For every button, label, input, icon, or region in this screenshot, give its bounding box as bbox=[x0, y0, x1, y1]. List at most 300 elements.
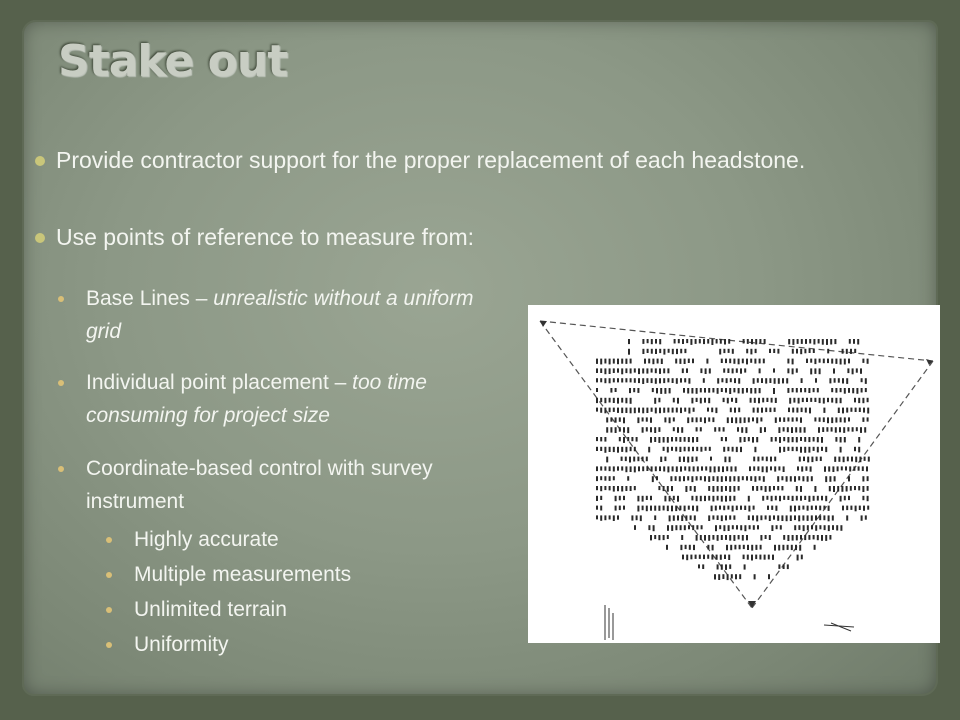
sub-sub-bullet-dot-icon bbox=[106, 537, 112, 543]
plot-mark bbox=[642, 496, 644, 502]
plot-mark bbox=[798, 506, 800, 511]
plot-mark bbox=[642, 339, 644, 344]
plot-mark bbox=[690, 339, 692, 345]
plot-mark bbox=[723, 447, 725, 452]
plot-mark bbox=[866, 466, 868, 471]
plot-mark bbox=[700, 417, 702, 422]
plot-mark bbox=[746, 388, 748, 393]
plot-mark bbox=[628, 349, 630, 355]
plot-mark bbox=[748, 506, 750, 512]
plot-mark bbox=[800, 349, 802, 354]
plot-mark bbox=[746, 476, 748, 480]
plot-mark bbox=[734, 545, 736, 550]
plot-mark bbox=[740, 447, 742, 452]
plot-mark bbox=[727, 368, 729, 373]
plot-mark bbox=[786, 476, 788, 482]
plot-mark bbox=[630, 378, 632, 382]
plot-mark bbox=[814, 417, 816, 421]
plot-mark bbox=[734, 378, 736, 383]
plot-mark bbox=[760, 545, 762, 550]
plot-mark bbox=[715, 525, 717, 531]
plot-mark bbox=[816, 457, 818, 462]
plot-mark bbox=[700, 398, 702, 404]
plot-mark bbox=[846, 486, 848, 492]
plot-mark bbox=[596, 388, 598, 392]
plot-mark bbox=[613, 476, 615, 480]
plot-mark bbox=[792, 535, 794, 541]
plot-mark bbox=[840, 388, 842, 392]
plot-mark bbox=[765, 515, 767, 519]
plot-mark bbox=[677, 496, 679, 502]
plot-mark bbox=[731, 574, 733, 578]
plot-mark bbox=[669, 388, 671, 393]
plot-mark bbox=[707, 408, 709, 412]
plot-mark bbox=[825, 496, 827, 501]
plot-mark bbox=[773, 486, 775, 490]
plot-mark bbox=[727, 574, 729, 580]
plot-mark bbox=[783, 417, 785, 422]
plot-mark bbox=[722, 574, 724, 579]
plot-mark bbox=[651, 368, 653, 372]
plot-mark bbox=[621, 398, 623, 403]
plot-mark bbox=[660, 388, 662, 394]
plot-mark bbox=[864, 427, 866, 432]
plot-mark bbox=[849, 466, 851, 471]
plot-mark bbox=[790, 476, 792, 481]
plot-mark bbox=[750, 359, 752, 363]
plot-mark bbox=[707, 545, 709, 550]
plot-mark bbox=[604, 408, 606, 414]
plot-mark bbox=[832, 525, 834, 530]
plot-mark bbox=[727, 417, 729, 423]
plot-mark bbox=[725, 496, 727, 502]
plot-mark bbox=[757, 457, 759, 462]
plot-mark bbox=[799, 545, 801, 551]
plot-mark bbox=[796, 408, 798, 413]
plot-mark bbox=[691, 496, 693, 501]
plot-mark bbox=[751, 339, 753, 344]
plot-mark bbox=[656, 476, 658, 480]
plot-mark bbox=[686, 339, 688, 343]
plot-mark bbox=[769, 408, 771, 413]
plot-mark bbox=[609, 368, 611, 374]
plot-mark bbox=[810, 359, 812, 363]
plot-mark bbox=[779, 417, 781, 421]
plot-mark bbox=[609, 486, 611, 490]
plot-mark bbox=[637, 417, 639, 423]
plot-mark bbox=[778, 564, 780, 569]
plot-mark bbox=[760, 535, 762, 541]
plot-mark bbox=[654, 437, 656, 442]
plot-mark bbox=[650, 417, 652, 422]
plot-mark bbox=[596, 378, 598, 382]
plot-mark bbox=[810, 398, 812, 402]
plot-mark bbox=[760, 486, 762, 490]
plot-mark bbox=[642, 368, 644, 373]
plot-mark bbox=[805, 466, 807, 470]
plot-mark bbox=[637, 496, 639, 502]
plot-mark bbox=[646, 466, 648, 471]
plot-mark bbox=[783, 447, 785, 452]
plot-mark bbox=[792, 349, 794, 354]
plot-mark bbox=[793, 398, 795, 403]
plot-mark bbox=[685, 545, 687, 549]
plot-mark bbox=[617, 378, 619, 382]
plot-mark bbox=[711, 506, 713, 512]
plot-mark bbox=[801, 339, 803, 344]
plot-mark bbox=[627, 476, 629, 481]
plot-mark bbox=[732, 447, 734, 452]
plot-mark bbox=[796, 486, 798, 491]
sub-sub-bullet-dot-icon bbox=[106, 572, 112, 578]
plot-mark bbox=[712, 486, 714, 492]
plot-mark bbox=[709, 447, 711, 451]
plot-mark bbox=[836, 525, 838, 530]
plot-mark bbox=[655, 339, 657, 344]
plot-mark bbox=[663, 408, 665, 413]
plot-mark bbox=[700, 447, 702, 452]
plot-mark bbox=[743, 545, 745, 549]
plot-mark bbox=[808, 535, 810, 540]
plot-mark bbox=[796, 447, 798, 451]
plot-mark bbox=[699, 339, 701, 343]
plot-mark bbox=[705, 466, 707, 470]
plot-mark bbox=[700, 496, 702, 501]
plot-mark bbox=[683, 457, 685, 462]
plot-mark bbox=[650, 427, 652, 432]
plot-mark bbox=[679, 359, 681, 364]
plot-mark bbox=[745, 427, 747, 433]
plot-mark bbox=[659, 378, 661, 383]
plot-mark bbox=[688, 359, 690, 363]
plot-mark bbox=[790, 506, 792, 512]
plot-mark bbox=[817, 535, 819, 540]
plot-mark bbox=[690, 555, 692, 560]
plot-mark bbox=[807, 515, 809, 521]
plot-mark bbox=[759, 476, 761, 480]
plot-mark bbox=[787, 359, 789, 364]
plot-mark bbox=[707, 339, 709, 344]
plot-mark bbox=[783, 564, 785, 569]
plot-mark bbox=[865, 388, 867, 392]
plot-mark bbox=[657, 359, 659, 364]
plot-mark bbox=[765, 486, 767, 492]
plot-mark bbox=[696, 496, 698, 501]
plot-mark bbox=[749, 525, 751, 529]
plot-mark bbox=[800, 447, 802, 453]
plot-mark bbox=[721, 496, 723, 502]
plot-mark bbox=[756, 486, 758, 491]
plot-mark bbox=[804, 496, 806, 500]
plot-mark bbox=[732, 506, 734, 512]
plot-mark bbox=[840, 525, 842, 531]
plot-mark bbox=[859, 506, 861, 510]
plot-mark bbox=[735, 466, 737, 471]
plot-mark bbox=[752, 515, 754, 520]
plot-mark bbox=[730, 408, 732, 413]
plot-mark bbox=[867, 496, 869, 501]
plot-mark bbox=[858, 398, 860, 403]
plot-mark bbox=[823, 515, 825, 520]
plot-mark bbox=[844, 437, 846, 442]
plot-mark bbox=[724, 555, 726, 559]
plot-mark bbox=[617, 486, 619, 491]
plot-mark bbox=[840, 496, 842, 502]
plot-mark bbox=[604, 515, 606, 520]
plot-mark bbox=[814, 359, 816, 365]
plot-mark bbox=[828, 525, 830, 531]
plot-mark bbox=[596, 466, 598, 471]
plot-mark bbox=[792, 447, 794, 451]
plot-mark bbox=[786, 515, 788, 521]
plot-mark bbox=[769, 349, 771, 353]
plot-mark bbox=[718, 427, 720, 431]
plot-mark bbox=[850, 349, 852, 354]
plot-mark bbox=[716, 339, 718, 344]
plot-mark bbox=[835, 417, 837, 422]
plot-mark bbox=[634, 368, 636, 372]
plot-mark bbox=[650, 535, 652, 540]
plot-mark bbox=[727, 447, 729, 451]
plot-mark bbox=[832, 466, 834, 472]
plot-mark bbox=[693, 466, 695, 471]
plot-mark bbox=[811, 525, 813, 529]
plot-mark bbox=[675, 506, 677, 512]
plot-mark bbox=[663, 437, 665, 443]
plot-mark bbox=[701, 466, 703, 470]
plot-mark bbox=[766, 457, 768, 462]
plot-mark bbox=[695, 555, 697, 559]
plot-mark bbox=[712, 496, 714, 502]
plot-mark bbox=[646, 408, 648, 413]
plot-mark bbox=[661, 359, 663, 364]
plot-mark bbox=[792, 496, 794, 501]
plot-mark bbox=[625, 359, 627, 364]
plot-mark bbox=[819, 417, 821, 421]
plot-mark bbox=[792, 368, 794, 374]
plot-mark bbox=[733, 515, 735, 519]
plot-mark bbox=[700, 476, 702, 480]
plot-mark bbox=[778, 545, 780, 551]
plot-mark bbox=[609, 359, 611, 365]
plot-mark bbox=[819, 398, 821, 403]
plot-mark bbox=[855, 457, 857, 463]
plot-mark bbox=[756, 417, 758, 423]
plot-mark bbox=[667, 447, 669, 453]
plot-mark bbox=[606, 457, 608, 463]
plot-mark bbox=[667, 368, 669, 373]
sub-bullet-lead: Coordinate-based control with survey instrument bbox=[86, 457, 433, 513]
plot-mark bbox=[721, 378, 723, 382]
plot-mark bbox=[798, 515, 800, 521]
plot-mark bbox=[709, 466, 711, 472]
plot-mark bbox=[797, 466, 799, 470]
plot-mark bbox=[740, 506, 742, 510]
plot-mark bbox=[706, 359, 708, 364]
plot-mark bbox=[663, 486, 665, 491]
plot-mark bbox=[835, 398, 837, 404]
plot-mark bbox=[658, 398, 660, 403]
plot-mark bbox=[817, 447, 819, 453]
plot-mark bbox=[696, 388, 698, 394]
plot-mark bbox=[792, 359, 794, 365]
plot-mark bbox=[823, 417, 825, 422]
plot-mark bbox=[681, 535, 683, 540]
plot-mark bbox=[652, 476, 654, 482]
plot-mark bbox=[837, 486, 839, 492]
plot-mark bbox=[822, 339, 824, 345]
plot-mark bbox=[651, 408, 653, 412]
plot-mark bbox=[755, 545, 757, 550]
plot-mark bbox=[798, 476, 800, 480]
sub-bullet-dot-icon bbox=[58, 296, 64, 302]
plot-mark bbox=[826, 427, 828, 432]
plot-mark bbox=[817, 496, 819, 501]
plot-mark bbox=[688, 466, 690, 471]
plot-mark bbox=[754, 447, 756, 452]
plot-mark bbox=[833, 368, 835, 373]
plot-mark bbox=[792, 339, 794, 345]
plot-mark bbox=[683, 388, 685, 393]
plot-mark bbox=[764, 427, 766, 432]
plot-mark bbox=[791, 545, 793, 550]
plot-mark bbox=[815, 525, 817, 531]
plot-mark bbox=[769, 378, 771, 383]
plot-mark bbox=[753, 457, 755, 462]
plot-mark bbox=[671, 486, 673, 491]
plot-mark bbox=[655, 466, 657, 471]
plot-mark bbox=[811, 506, 813, 510]
plot-mark bbox=[617, 398, 619, 404]
plot-mark bbox=[740, 525, 742, 530]
slide-title: Stake out bbox=[58, 36, 288, 87]
plot-mark bbox=[691, 388, 693, 394]
plot-mark bbox=[818, 339, 820, 344]
plot-mark bbox=[759, 368, 761, 373]
plot-mark bbox=[736, 447, 738, 452]
plot-mark bbox=[792, 437, 794, 442]
plot-mark bbox=[783, 496, 785, 500]
plot-mark bbox=[796, 535, 798, 540]
plot-mark bbox=[619, 496, 621, 501]
plot-mark bbox=[863, 408, 865, 413]
plot-mark bbox=[860, 427, 862, 433]
plot-mark bbox=[787, 437, 789, 443]
plot-mark bbox=[600, 506, 602, 511]
plot-mark bbox=[596, 496, 598, 501]
plot-mark bbox=[717, 496, 719, 501]
plot-mark bbox=[679, 447, 681, 452]
plot-mark bbox=[765, 378, 767, 383]
plot-mark bbox=[822, 427, 824, 432]
plot-mark bbox=[796, 388, 798, 393]
plot-mark bbox=[854, 486, 856, 490]
plot-mark bbox=[654, 515, 656, 520]
plot-mark bbox=[606, 427, 608, 433]
plot-mark bbox=[776, 525, 778, 529]
plot-mark bbox=[742, 535, 744, 541]
plot-mark bbox=[671, 447, 673, 451]
plot-mark bbox=[682, 339, 684, 344]
plot-mark bbox=[689, 545, 691, 550]
plot-mark bbox=[693, 545, 695, 550]
plot-mark bbox=[738, 359, 740, 365]
plot-mark bbox=[625, 398, 627, 404]
plot-mark bbox=[658, 506, 660, 511]
plot-mark bbox=[680, 525, 682, 530]
plot-mark bbox=[835, 437, 837, 442]
plot-mark bbox=[750, 476, 752, 481]
plot-mark bbox=[790, 515, 792, 521]
plot-mark bbox=[712, 515, 714, 519]
plot-mark bbox=[726, 466, 728, 471]
plot-mark bbox=[729, 388, 731, 394]
plot-mark bbox=[642, 349, 644, 354]
plot-mark bbox=[675, 476, 677, 481]
plot-mark bbox=[684, 466, 686, 470]
plot-mark bbox=[717, 535, 719, 541]
plot-mark bbox=[623, 417, 625, 423]
plot-mark bbox=[718, 574, 720, 580]
sub-bullet-lead: Individual point placement – bbox=[86, 371, 353, 394]
plot-mark bbox=[646, 457, 648, 462]
plot-mark bbox=[831, 427, 833, 431]
plot-mark bbox=[803, 457, 805, 462]
plot-mark bbox=[628, 339, 630, 344]
plot-mark bbox=[850, 486, 852, 491]
plot-mark bbox=[775, 398, 777, 403]
plot-mark bbox=[761, 408, 763, 413]
plot-mark bbox=[646, 506, 648, 512]
plot-mark bbox=[630, 359, 632, 364]
plot-mark bbox=[814, 486, 816, 492]
plot-mark bbox=[755, 349, 757, 353]
plot-mark bbox=[756, 437, 758, 442]
plot-mark bbox=[808, 496, 810, 502]
plot-mark bbox=[787, 388, 789, 393]
plot-mark bbox=[650, 496, 652, 500]
plot-mark bbox=[664, 388, 666, 394]
plot-mark bbox=[684, 408, 686, 412]
plot-mark bbox=[609, 447, 611, 452]
plot-mark bbox=[685, 486, 687, 492]
plot-mark bbox=[834, 378, 836, 383]
plot-mark bbox=[669, 417, 671, 423]
plot-mark bbox=[771, 437, 773, 442]
plot-mark bbox=[867, 486, 869, 491]
plot-mark bbox=[754, 476, 756, 482]
plot-mark bbox=[687, 417, 689, 423]
plot-mark bbox=[862, 496, 864, 500]
plot-mark bbox=[705, 368, 707, 374]
plot-mark bbox=[609, 466, 611, 471]
plot-mark bbox=[796, 349, 798, 354]
plot-mark bbox=[696, 525, 698, 529]
plot-mark bbox=[724, 457, 726, 463]
plot-mark bbox=[730, 466, 732, 471]
plot-mark bbox=[717, 476, 719, 482]
plot-mark bbox=[838, 457, 840, 462]
plot-mark bbox=[824, 525, 826, 530]
plot-mark bbox=[844, 359, 846, 365]
plot-mark bbox=[867, 398, 869, 402]
plot-mark bbox=[676, 349, 678, 354]
plot-mark bbox=[828, 506, 830, 511]
plot-mark bbox=[684, 349, 686, 353]
plot-mark bbox=[672, 349, 674, 354]
plot-mark bbox=[867, 359, 869, 364]
plot-mark bbox=[725, 359, 727, 364]
